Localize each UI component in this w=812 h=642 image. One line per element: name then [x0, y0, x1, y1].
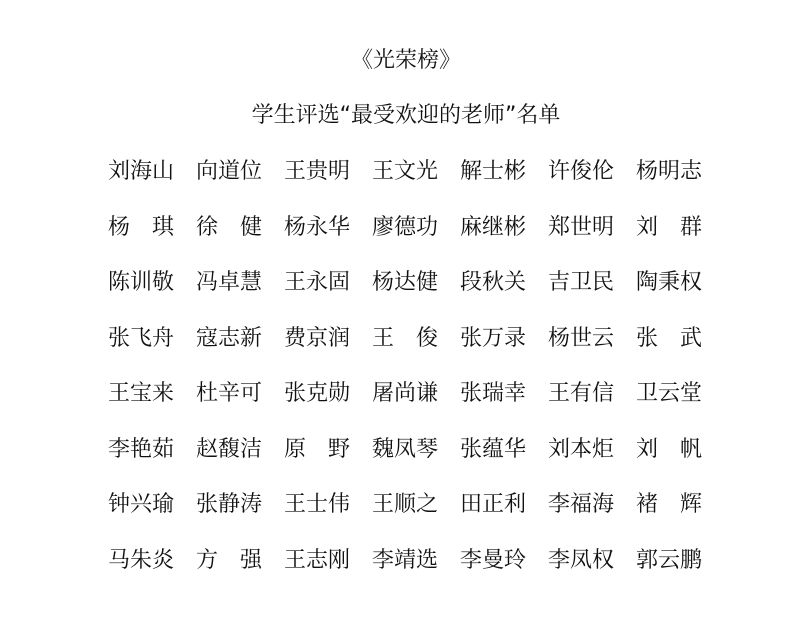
- name-list: [108, 157, 748, 601]
- document-subtitle: 学生评选“最受欢迎的老师”名单: [251, 103, 561, 128]
- name-row: [108, 324, 748, 380]
- teacher-name: 王贵明: [284, 159, 351, 184]
- teacher-name: 张飞舟: [108, 325, 175, 351]
- teacher-name: 张克勋: [284, 381, 351, 406]
- teacher-name: 钟兴瑜: [108, 492, 175, 517]
- name-row: [108, 379, 748, 435]
- name-row: [108, 268, 748, 324]
- teacher-name: 李艳茹: [108, 436, 175, 462]
- teacher-name: 李福海: [548, 492, 615, 517]
- name-row: [108, 490, 748, 546]
- teacher-name: 原野: [284, 436, 350, 462]
- teacher-name: 寇志新: [196, 325, 263, 351]
- teacher-name: 杨明志: [636, 159, 703, 184]
- teacher-name: 屠尚谦: [372, 381, 439, 406]
- teacher-name: 方强: [196, 547, 262, 573]
- name-row: [108, 546, 748, 602]
- teacher-name: 解士彬: [460, 159, 527, 184]
- teacher-name: 向道位: [196, 159, 263, 184]
- teacher-name: 赵馥洁: [196, 436, 263, 462]
- teacher-name: 李靖选: [372, 547, 439, 573]
- teacher-name: 张瑞幸: [460, 381, 527, 406]
- teacher-name: 徐健: [196, 214, 262, 240]
- teacher-name: 张万录: [460, 325, 527, 351]
- teacher-name: 廖德功: [372, 214, 439, 240]
- teacher-name: 王文光: [372, 159, 439, 184]
- teacher-name: 杨世云: [548, 325, 615, 351]
- teacher-name: 田正利: [460, 492, 527, 517]
- teacher-name: 王顺之: [372, 492, 439, 517]
- teacher-name: 王有信: [548, 381, 615, 406]
- teacher-name: 李曼玲: [460, 547, 527, 573]
- name-row: [108, 435, 748, 491]
- teacher-name: 冯卓慧: [196, 270, 263, 295]
- teacher-name: 吉卫民: [548, 270, 615, 295]
- teacher-name: 张武: [636, 325, 702, 351]
- teacher-name: 王士伟: [284, 492, 351, 517]
- teacher-name: 张静涛: [196, 492, 263, 517]
- teacher-name: 马朱炎: [108, 547, 175, 573]
- teacher-name: 刘本炬: [548, 436, 615, 462]
- teacher-name: 褚辉: [636, 492, 702, 517]
- teacher-name: 刘海山: [108, 159, 175, 184]
- teacher-name: 王志刚: [284, 547, 351, 573]
- teacher-name: 魏凤琴: [372, 436, 439, 462]
- teacher-name: 杜辛可: [196, 381, 263, 406]
- name-row: [108, 157, 748, 213]
- teacher-name: 段秋关: [460, 270, 527, 295]
- teacher-name: 麻继彬: [460, 214, 527, 240]
- teacher-name: 许俊伦: [548, 159, 615, 184]
- teacher-name: 陈训敬: [108, 270, 175, 295]
- teacher-name: 张蕴华: [460, 436, 527, 462]
- name-row: [108, 213, 748, 269]
- teacher-name: 杨琪: [108, 214, 174, 240]
- teacher-name: 李凤权: [548, 547, 615, 573]
- teacher-name: 王俊: [372, 325, 438, 351]
- teacher-name: 费京润: [284, 325, 351, 351]
- teacher-name: 卫云堂: [636, 381, 703, 406]
- teacher-name: 杨达健: [372, 270, 439, 295]
- teacher-name: 陶秉权: [636, 270, 703, 295]
- teacher-name: 郭云鹏: [636, 547, 703, 573]
- teacher-name: 郑世明: [548, 214, 615, 240]
- teacher-name: 刘群: [636, 214, 702, 240]
- teacher-name: 杨永华: [284, 214, 351, 240]
- teacher-name: 王宝来: [108, 381, 175, 406]
- document-title: 《光荣榜》: [350, 48, 461, 73]
- teacher-name: 王永固: [284, 270, 351, 295]
- teacher-name: 刘帆: [636, 436, 702, 462]
